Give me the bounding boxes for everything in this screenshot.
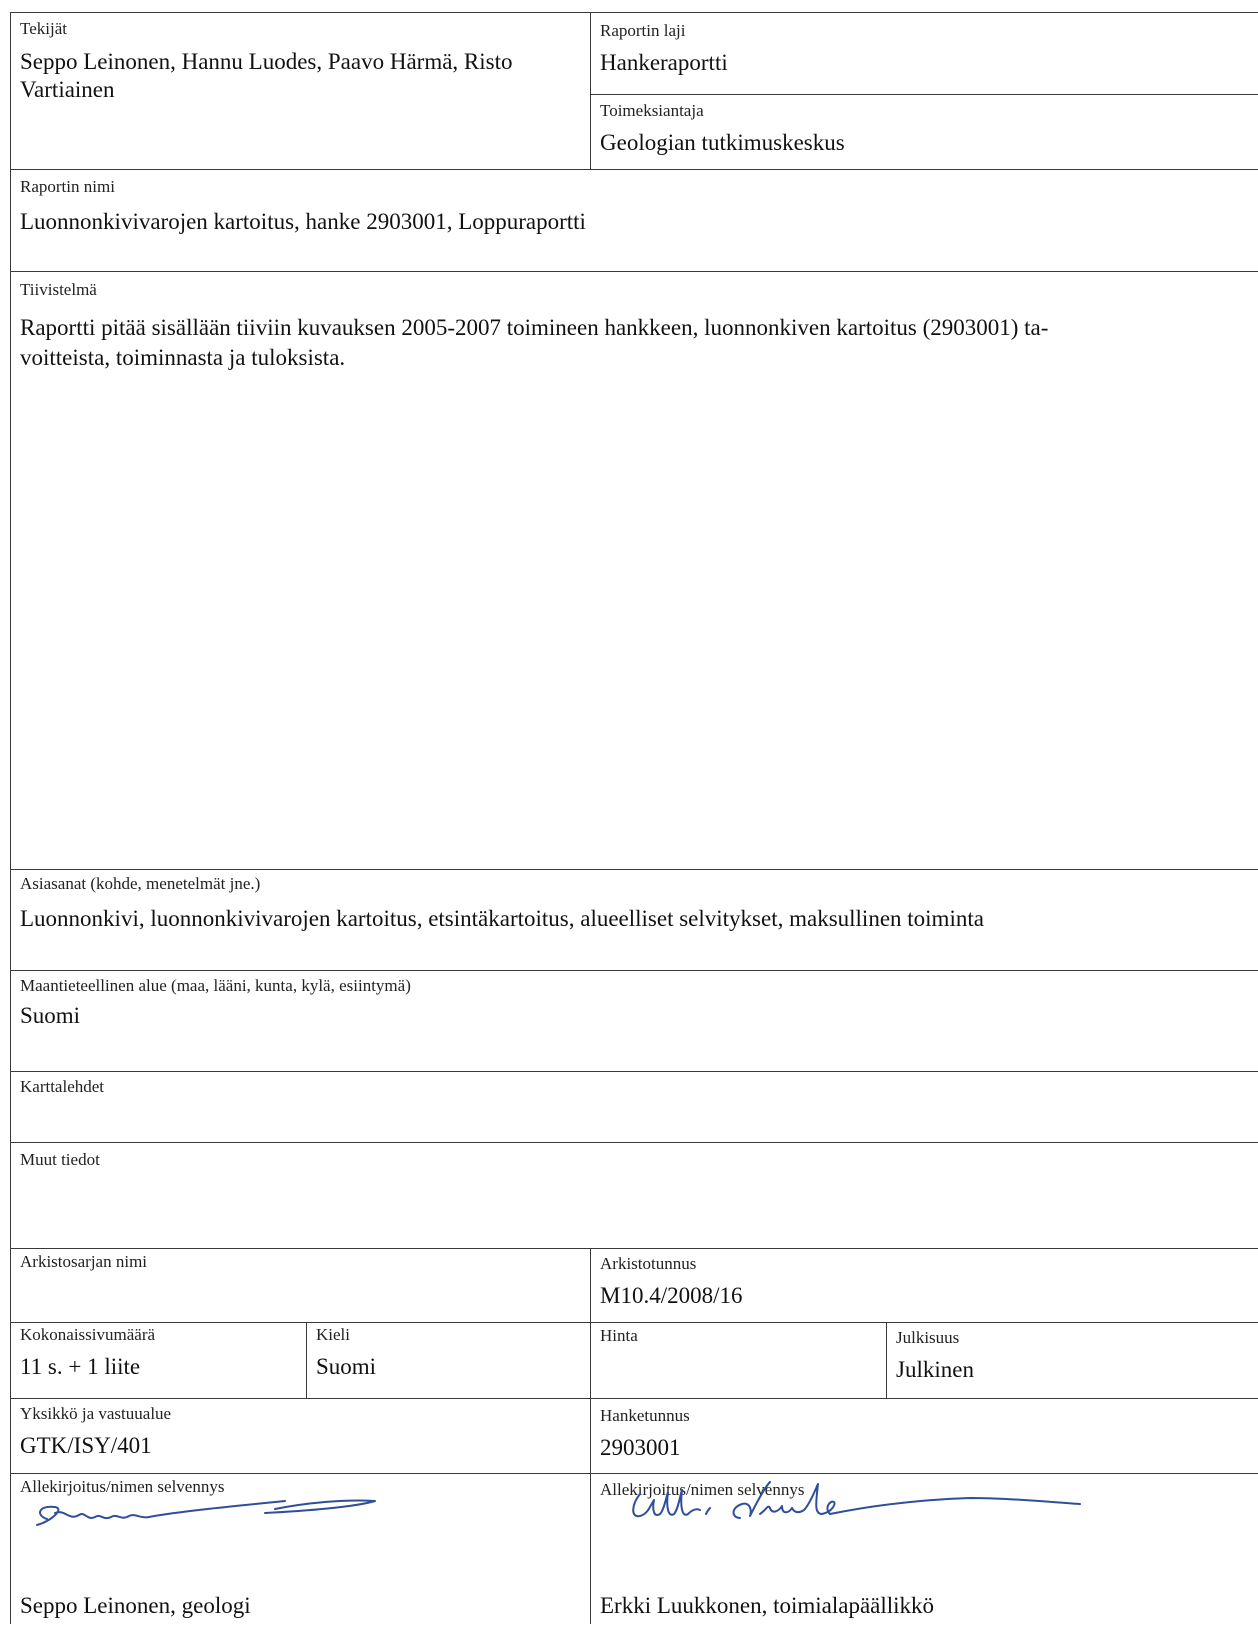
signature-left-handwriting (25, 1487, 385, 1537)
language-value: Suomi (316, 1354, 377, 1379)
unit-label: Yksikkö ja vastuualue (20, 1404, 172, 1423)
column-divider (306, 1322, 307, 1398)
archive-id-label: Arkistotunnus (600, 1254, 697, 1273)
page-count-value: 11 s. + 1 liite (20, 1354, 141, 1379)
signature-right-handwriting (610, 1474, 1090, 1534)
abstract-label: Tiivistelmä (20, 280, 97, 299)
other-info-label: Muut tiedot (20, 1150, 100, 1169)
authors-label: Tekijät (20, 19, 67, 38)
authors-value-line1: Seppo Leinonen, Hannu Luodes, Paavo Härmä, Risto (20, 49, 513, 74)
row-divider (10, 271, 1258, 272)
row-divider (10, 869, 1258, 870)
keywords-value: Luonnonkivi, luonnonkivivarojen kartoitus, etsintäkartoitus, alueelliset selvitykset, maksullinen toiminta (20, 906, 984, 931)
geographic-area-value: Suomi (20, 1003, 81, 1028)
row-divider (590, 94, 1258, 95)
signature-right-label: Allekirjoitus/nimen selvennys (600, 1480, 805, 1499)
row-divider (10, 1071, 1258, 1072)
abstract-value-line2: voitteista, toiminnasta ja tuloksista. (20, 345, 346, 370)
row-divider (10, 1142, 1258, 1143)
left-border (10, 12, 11, 1624)
report-type-value: Hankeraportti (600, 50, 728, 75)
unit-value: GTK/ISY/401 (20, 1433, 152, 1458)
publicity-label: Julkisuus (896, 1328, 960, 1347)
column-divider (886, 1322, 887, 1398)
row-divider (10, 169, 1258, 170)
page-count-label: Kokonaissivumäärä (20, 1325, 156, 1344)
signature-right-name: Erkki Luukkonen, toimialapäällikkö (600, 1593, 935, 1618)
authors-value-line2: Vartiainen (20, 77, 115, 102)
row-divider (10, 1398, 1258, 1399)
map-sheets-label: Karttalehdet (20, 1077, 105, 1096)
row-divider (10, 12, 1258, 13)
client-value: Geologian tutkimuskeskus (600, 130, 845, 155)
language-label: Kieli (316, 1325, 350, 1344)
project-id-label: Hanketunnus (600, 1406, 690, 1425)
geographic-area-label: Maantieteellinen alue (maa, lääni, kunta, kylä, esiintymä) (20, 976, 411, 995)
report-type-label: Raportin laji (600, 21, 686, 40)
signature-left-name: Seppo Leinonen, geologi (20, 1593, 251, 1618)
report-description-form (10, 12, 1258, 1624)
price-label: Hinta (600, 1326, 638, 1345)
row-divider (10, 1248, 1258, 1249)
abstract-value-line1: Raportti pitää sisällään tiiviin kuvauksen 2005-2007 toimineen hankkeen, luonnonkiven kartoitus (2903001) ta- (20, 315, 1049, 340)
client-label: Toimeksiantaja (600, 101, 704, 120)
row-divider (10, 1322, 1258, 1323)
publicity-value: Julkinen (896, 1357, 974, 1382)
archive-id-value: M10.4/2008/16 (600, 1283, 743, 1308)
column-divider (590, 12, 591, 169)
project-id-value: 2903001 (600, 1435, 681, 1460)
signature-left-label: Allekirjoitus/nimen selvennys (20, 1477, 225, 1496)
report-name-label: Raportin nimi (20, 177, 115, 196)
keywords-label: Asiasanat (kohde, menetelmät jne.) (20, 874, 261, 893)
archive-series-label: Arkistosarjan nimi (20, 1252, 148, 1271)
row-divider (10, 970, 1258, 971)
report-name-value: Luonnonkivivarojen kartoitus, hanke 2903001, Loppuraportti (20, 209, 586, 234)
column-divider (590, 1248, 591, 1624)
